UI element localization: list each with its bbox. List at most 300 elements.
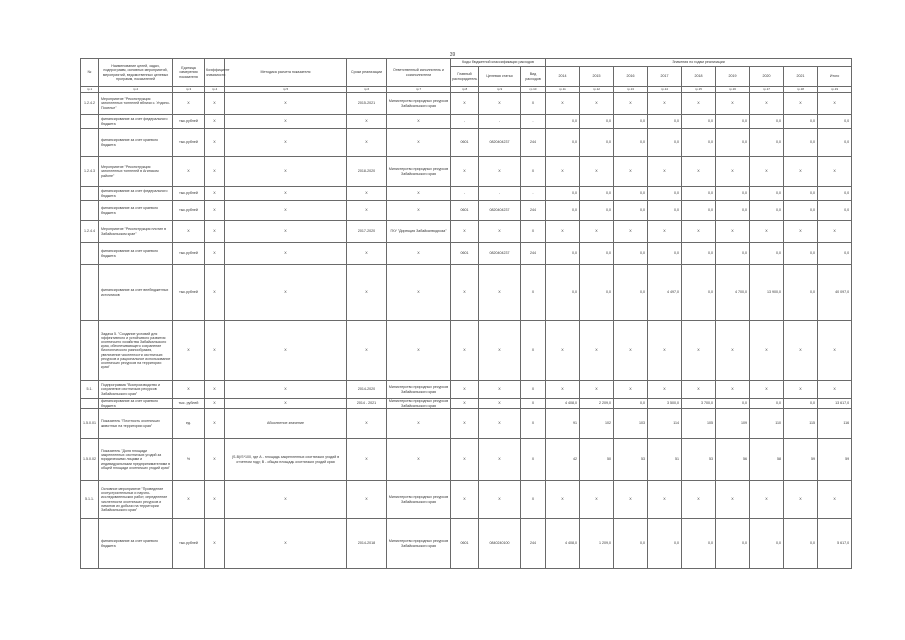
table-cell: 2 209,0 <box>580 399 614 409</box>
table-cell: X <box>451 439 479 481</box>
table-cell: финансирование за счет краевого бюджета <box>99 201 173 221</box>
table-cell <box>81 519 99 569</box>
table-cell: X <box>205 129 225 157</box>
table-cell: 50 <box>580 439 614 481</box>
table-cell: 3 500,0 <box>648 399 682 409</box>
table-cell: X <box>648 157 682 187</box>
table-cell: Министерство природных ресурсов Забайкальского края <box>387 157 451 187</box>
col-header-executor: Ответственный исполнитель и соисполнители <box>387 59 451 87</box>
table-cell: 91 <box>546 409 580 439</box>
table-cell: X <box>479 221 521 243</box>
table-cell: X <box>173 93 205 115</box>
table-row <box>81 265 852 321</box>
col-number: гр.6 <box>347 87 387 93</box>
table-cell: X <box>818 481 852 519</box>
table-cell: 58 <box>750 439 784 481</box>
table-cell: X <box>451 481 479 519</box>
table-cell: Подпрограмма "Воспроизводство и сохранение охотничьих ресурсов Забайкальского края" <box>99 381 173 399</box>
table-cell: X <box>451 381 479 399</box>
table-cell: X <box>546 321 580 381</box>
table-cell: X <box>614 481 648 519</box>
table-cell: Министерство природных ресурсов Забайкальского края <box>387 93 451 115</box>
col-header-year: 2020 <box>750 67 784 87</box>
table-cell: X <box>716 221 750 243</box>
table-cell: X <box>205 519 225 569</box>
table-row <box>81 129 852 157</box>
col-number: гр.16 <box>716 87 750 93</box>
table-cell: 13 900,0 <box>750 265 784 321</box>
table-cell: Министерство природных ресурсов Забайкальского края <box>387 481 451 519</box>
table-cell: X <box>205 221 225 243</box>
table-cell: X <box>750 157 784 187</box>
col-number: гр.3 <box>173 87 205 93</box>
table-cell: 0,0 <box>818 243 852 265</box>
table-cell: X <box>521 381 546 399</box>
table-cell: 2018-2020 <box>347 157 387 187</box>
table-cell: 109 <box>716 409 750 439</box>
table-cell: X <box>451 399 479 409</box>
table-cell: ед. <box>173 409 205 439</box>
table-cell: 0,0 <box>546 243 580 265</box>
table-cell: X <box>225 481 347 519</box>
table-cell: X <box>347 187 387 201</box>
table-cell: 4 497,0 <box>648 265 682 321</box>
table-cell: 0,0 <box>682 265 716 321</box>
table-cell: X <box>784 93 818 115</box>
table-cell: 244 <box>521 243 546 265</box>
col-number: гр.2 <box>99 87 173 93</box>
table-cell: X <box>784 221 818 243</box>
table-cell: X <box>173 321 205 381</box>
col-header-year: Итого <box>818 67 852 87</box>
table-cell: X <box>818 381 852 399</box>
col-header-year: 2021 <box>784 67 818 87</box>
table-cell: 40 097,0 <box>818 265 852 321</box>
table-cell: X <box>205 399 225 409</box>
table-cell: 4 700,0 <box>716 265 750 321</box>
col-header-values-group: Значения по годам реализации <box>546 59 852 67</box>
table-cell: X <box>205 381 225 399</box>
table-cell: X <box>225 115 347 129</box>
table-cell: Мероприятие "Реконструкция затопленных тоннелей вблизи с. Ундино-Поселье" <box>99 93 173 115</box>
table-cell: X <box>716 321 750 381</box>
table-cell: Мероприятие "Реконструкция плотин в Забайкальском крае" <box>99 221 173 243</box>
col-header-year: 2015 <box>580 67 614 87</box>
table-cell: 115 <box>784 409 818 439</box>
table-cell: - <box>479 187 521 201</box>
table-cell: тыс.рублей <box>173 129 205 157</box>
table-cell: X <box>173 481 205 519</box>
table-cell: X <box>750 221 784 243</box>
table-cell: X <box>225 93 347 115</box>
table-cell: 2014 - 2021 <box>347 399 387 409</box>
table-cell <box>81 201 99 221</box>
col-header-year: 2017 <box>648 67 682 87</box>
table-cell: X <box>648 381 682 399</box>
table-cell: 0,0 <box>614 243 648 265</box>
table-cell: 0,0 <box>614 399 648 409</box>
table-cell: X <box>205 115 225 129</box>
table-cell: 0,0 <box>682 187 716 201</box>
table-cell: 0,0 <box>784 129 818 157</box>
table-cell: 0,0 <box>750 201 784 221</box>
table-cell: 0,0 <box>750 243 784 265</box>
col-header-code: Главный распорядитель <box>451 67 479 87</box>
table-cell: X <box>614 157 648 187</box>
table-cell: X <box>347 439 387 481</box>
table-cell: 1.2.4.2 <box>81 93 99 115</box>
table-cell: X <box>347 129 387 157</box>
table-cell: X <box>387 321 451 381</box>
table-cell: X <box>521 481 546 519</box>
table-cell: X <box>387 129 451 157</box>
table-cell: X <box>205 157 225 187</box>
col-header-num: № <box>81 59 99 87</box>
table-cell: X <box>784 321 818 381</box>
table-cell <box>81 399 99 409</box>
col-header-coef: Коэффициент значимости <box>205 59 225 87</box>
col-number: гр.1 <box>81 87 99 93</box>
col-number: гр.8 <box>451 87 479 93</box>
table-cell: 0,0 <box>648 201 682 221</box>
table-cell: 0,0 <box>648 129 682 157</box>
table-cell: X <box>818 221 852 243</box>
program-table <box>80 58 852 569</box>
table-cell: X <box>173 157 205 187</box>
table-cell: X <box>648 481 682 519</box>
table-cell: X <box>479 399 521 409</box>
table-cell: 0,0 <box>648 187 682 201</box>
table-cell: X <box>521 93 546 115</box>
table-cell: X <box>387 243 451 265</box>
table-cell: X <box>716 157 750 187</box>
table-cell: X <box>451 221 479 243</box>
table-cell: - <box>521 115 546 129</box>
table-cell: X <box>225 265 347 321</box>
table-cell: 5.1.1. <box>81 481 99 519</box>
table-cell: 0,0 <box>784 265 818 321</box>
table-cell: X <box>387 439 451 481</box>
table-cell: 0,0 <box>546 187 580 201</box>
table-cell: X <box>225 129 347 157</box>
col-header-unit: Единица измерения показателя <box>173 59 205 87</box>
table-cell: X <box>451 93 479 115</box>
table-cell: 116 <box>818 409 852 439</box>
table-cell: 0,0 <box>580 243 614 265</box>
table-cell: 1.2.4.3 <box>81 157 99 187</box>
table-cell: X <box>479 381 521 399</box>
table-cell: 4 408,0 <box>546 519 580 569</box>
table-cell: Мероприятие "Реконструкция затопленных тоннелей в Агинском районе" <box>99 157 173 187</box>
table-cell: 0,0 <box>614 519 648 569</box>
table-cell: 0820404237 <box>479 243 521 265</box>
table-cell: 0,0 <box>614 129 648 157</box>
table-cell: - <box>521 187 546 201</box>
col-number: гр.17 <box>750 87 784 93</box>
table-cell: Основное мероприятие "Проведение охотустроительных и научно-исследовательских работ, определение численности охотничьих ресурсов и лимитов их добычи на территории Забайкальского края" <box>99 481 173 519</box>
table-cell: 0601 <box>451 519 479 569</box>
table-cell <box>81 321 99 381</box>
table-row <box>81 157 852 187</box>
table-cell: X <box>205 201 225 221</box>
table-cell: 0,0 <box>716 519 750 569</box>
table-cell: X <box>173 221 205 243</box>
table-row <box>81 201 852 221</box>
table-cell: X <box>614 381 648 399</box>
table-cell: X <box>818 321 852 381</box>
table-cell: X <box>451 321 479 381</box>
table-cell: X <box>750 481 784 519</box>
table-cell: X <box>716 381 750 399</box>
table-body <box>81 93 852 569</box>
table-cell: X <box>546 221 580 243</box>
table-cell: X <box>521 409 546 439</box>
table-cell: X <box>347 481 387 519</box>
table-row <box>81 381 852 399</box>
col-number: гр.9 <box>479 87 521 93</box>
table-cell: X <box>521 157 546 187</box>
table-cell: X <box>387 115 451 129</box>
table-cell: 0,0 <box>784 115 818 129</box>
table-cell: 0,0 <box>750 519 784 569</box>
col-header-year: 2016 <box>614 67 648 87</box>
table-cell: тыс.рублей <box>173 187 205 201</box>
table-cell: X <box>750 321 784 381</box>
table-cell: X <box>580 481 614 519</box>
table-cell: X <box>479 93 521 115</box>
table-cell: X <box>479 481 521 519</box>
table-cell: X <box>225 321 347 381</box>
table-cell: X <box>479 409 521 439</box>
table-cell: X <box>580 221 614 243</box>
table-cell: X <box>225 381 347 399</box>
table-cell: 5 617,0 <box>818 519 852 569</box>
table-cell: 103 <box>614 409 648 439</box>
table-cell: X <box>682 481 716 519</box>
table-cell: X <box>546 481 580 519</box>
table-cell: X <box>225 243 347 265</box>
table-cell: X <box>546 157 580 187</box>
table-cell: 0,0 <box>580 201 614 221</box>
table-cell: 0,0 <box>716 129 750 157</box>
table-cell: X <box>225 201 347 221</box>
table-cell: 0,0 <box>716 187 750 201</box>
table-cell: 13 617,0 <box>818 399 852 409</box>
table-cell: X <box>205 243 225 265</box>
table-cell: % <box>173 439 205 481</box>
table-cell: X <box>784 381 818 399</box>
col-number: гр.13 <box>614 87 648 93</box>
col-header-code: Вид расходов <box>521 67 546 87</box>
table-cell: X <box>580 381 614 399</box>
table-cell: X <box>451 409 479 439</box>
table-cell: тыс. рублей <box>173 399 205 409</box>
table-row <box>81 399 852 409</box>
table-cell: X <box>521 321 546 381</box>
table-cell: 0,0 <box>614 115 648 129</box>
table-cell: 4 408,0 <box>546 399 580 409</box>
table-cell: 0,0 <box>580 265 614 321</box>
col-number: гр.11 <box>546 87 580 93</box>
col-number: гр.4 <box>205 87 225 93</box>
table-cell: 105 <box>682 409 716 439</box>
table-cell: X <box>387 201 451 221</box>
table-cell: 0,0 <box>580 115 614 129</box>
table-cell: (S-B)/S*100, где А - площадь закрепленных охотничьих угодий в отчетном году; В - общая площадь охотничьих угодий края <box>225 439 347 481</box>
table-cell: Абсолютное значение <box>225 409 347 439</box>
table-cell: 0,0 <box>546 201 580 221</box>
table-cell: 3 700,0 <box>682 399 716 409</box>
table-cell: X <box>682 321 716 381</box>
table-cell: X <box>205 93 225 115</box>
table-cell: 0,0 <box>818 201 852 221</box>
table-cell: 0820404237 <box>479 201 521 221</box>
table-cell: 42 <box>546 439 580 481</box>
table-cell: 0,0 <box>614 187 648 201</box>
table-cell: 0,0 <box>784 201 818 221</box>
table-cell: 0,0 <box>546 129 580 157</box>
table-cell: X <box>716 93 750 115</box>
table-cell: 0820404237 <box>479 129 521 157</box>
table-cell: 1.2.4.4 <box>81 221 99 243</box>
table-cell: 0,0 <box>682 129 716 157</box>
table-row <box>81 519 852 569</box>
table-cell <box>81 115 99 129</box>
table-cell: X <box>682 93 716 115</box>
table-cell: Министерство природных ресурсов Забайкальского края <box>387 519 451 569</box>
table-cell: 51 <box>648 439 682 481</box>
table-cell: финансирование за счет федерального бюджета <box>99 115 173 129</box>
table-cell: X <box>521 439 546 481</box>
col-header-method: Методика расчета показателя <box>225 59 347 87</box>
table-cell: X <box>682 381 716 399</box>
table-cell: X <box>648 321 682 381</box>
table-row <box>81 409 852 439</box>
table-cell: X <box>347 321 387 381</box>
col-header-year: 2018 <box>682 67 716 87</box>
table-cell: 0,0 <box>784 399 818 409</box>
table-cell: 244 <box>521 201 546 221</box>
table-row <box>81 187 852 201</box>
table-cell: 0,0 <box>580 129 614 157</box>
table-cell: 0,0 <box>818 129 852 157</box>
table-cell: X <box>614 221 648 243</box>
table-cell: X <box>479 157 521 187</box>
table-cell: X <box>546 93 580 115</box>
col-number: гр.15 <box>682 87 716 93</box>
table-cell: 102 <box>580 409 614 439</box>
table-cell <box>81 129 99 157</box>
table-cell: 0,0 <box>614 265 648 321</box>
table-cell: 53 <box>614 439 648 481</box>
col-number: гр.18 <box>784 87 818 93</box>
table-cell: 110 <box>750 409 784 439</box>
col-number: гр.7 <box>387 87 451 93</box>
table-cell: финансирование за счет краевого бюджета <box>99 519 173 569</box>
table-cell: 0,0 <box>614 201 648 221</box>
table-cell: 2015-2021 <box>347 93 387 115</box>
table-cell: X <box>387 265 451 321</box>
table-cell: 0601 <box>451 129 479 157</box>
col-number: гр.10 <box>521 87 546 93</box>
table-cell: X <box>225 399 347 409</box>
table-cell: ГКУ "Дирекция Забайкалводхоза" <box>387 221 451 243</box>
col-number: гр.14 <box>648 87 682 93</box>
page-number: 39 <box>449 52 456 58</box>
table-cell: X <box>479 321 521 381</box>
col-header-code: Целевая статья <box>479 67 521 87</box>
table-cell: 0,0 <box>716 201 750 221</box>
table-cell: 0,0 <box>546 115 580 129</box>
table-cell <box>81 265 99 321</box>
table-cell: X <box>347 409 387 439</box>
table-cell: - <box>451 115 479 129</box>
table-cell: 1.5.0.01 <box>81 409 99 439</box>
table-cell: X <box>387 187 451 201</box>
table-cell: X <box>682 157 716 187</box>
table-cell: X <box>580 93 614 115</box>
table-cell: 0,0 <box>750 129 784 157</box>
table-cell: 0840240100 <box>479 519 521 569</box>
table-cell: X <box>648 93 682 115</box>
table-cell: 53 <box>682 439 716 481</box>
table-cell: X <box>648 221 682 243</box>
table-cell: 0,0 <box>682 243 716 265</box>
table-cell: X <box>225 221 347 243</box>
table-cell: - <box>451 187 479 201</box>
table-cell: 0,0 <box>716 115 750 129</box>
table-cell: 244 <box>521 129 546 157</box>
table-cell: X <box>205 321 225 381</box>
table-cell: 0,0 <box>682 519 716 569</box>
table-cell: 0,0 <box>716 399 750 409</box>
table-cell: X <box>750 93 784 115</box>
table-cell: 0,0 <box>818 115 852 129</box>
col-header-name: Наименование целей, задач, подпрограмм, основных мероприятий, мероприятий, ведомственных целевых программ, показателей <box>99 59 173 87</box>
table-cell <box>81 243 99 265</box>
table-cell: X <box>614 321 648 381</box>
col-header-year: 2019 <box>716 67 750 87</box>
table-cell: 0,0 <box>784 187 818 201</box>
table-row <box>81 321 852 381</box>
table-cell: 0,0 <box>750 399 784 409</box>
table-cell: X <box>716 481 750 519</box>
table-header <box>81 59 852 93</box>
table-cell: 0,0 <box>784 243 818 265</box>
table-cell: 0,0 <box>682 115 716 129</box>
table-cell: 0,0 <box>648 243 682 265</box>
table-row <box>81 243 852 265</box>
col-number: гр.19 <box>818 87 852 93</box>
col-number: гр.5 <box>225 87 347 93</box>
table-row <box>81 93 852 115</box>
table-cell: X <box>205 409 225 439</box>
table-cell: X <box>451 265 479 321</box>
table-cell: X <box>451 157 479 187</box>
table-cell: X <box>205 187 225 201</box>
table-cell: финансирование за счет краевого бюджета <box>99 243 173 265</box>
table-cell: X <box>750 381 784 399</box>
table-cell: 0,0 <box>580 187 614 201</box>
table-cell: 0,0 <box>784 519 818 569</box>
table-cell: финансирование за счет федерального бюджета <box>99 187 173 201</box>
table-row <box>81 439 852 481</box>
table-cell: X <box>580 157 614 187</box>
table-cell: 59 <box>818 439 852 481</box>
table-cell: 0601 <box>451 201 479 221</box>
table-cell: X <box>784 157 818 187</box>
col-header-year: 2014 <box>546 67 580 87</box>
